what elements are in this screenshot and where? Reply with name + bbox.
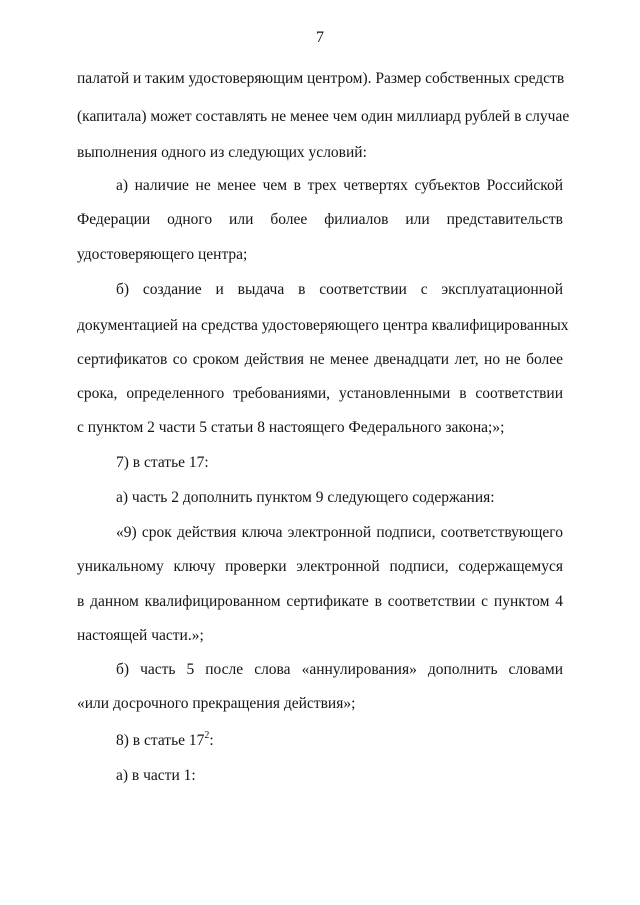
paragraph-6-line-1: «9) срок действия ключа электронной подписи, соответствующего xyxy=(116,524,563,541)
paragraph-2-line-2: Федерации одного или более филиалов или представительств xyxy=(77,211,563,228)
paragraph-7-line-1: б) часть 5 после слова «аннулирования» дополнить словами xyxy=(116,661,563,678)
paragraph-6-line-3: в данном квалифицированном сертификате в соответствии с пунктом 4 xyxy=(77,593,563,610)
paragraph-1-line-3: выполнения одного из следующих условий: xyxy=(77,144,367,161)
paragraph-8-line-1 xyxy=(116,731,214,751)
paragraph-3-line-1: б) создание и выдача в соответствии с эксплуатационной xyxy=(116,281,563,298)
paragraph-8-suffix: : xyxy=(209,732,214,749)
paragraph-1-line-1: палатой и таким удостоверяющим центром). Размер собственных средств xyxy=(77,70,565,87)
paragraph-3-line-2: документацией на средства удостоверяющего центра квалифицированных xyxy=(77,317,569,334)
paragraph-8-text: 8) в статье 17 xyxy=(116,732,205,749)
paragraph-2-line-3: удостоверяющего центра; xyxy=(77,246,248,263)
page-number: 7 xyxy=(316,29,324,46)
paragraph-3-line-3: сертификатов со сроком действия не менее двенадцати лет, но не более xyxy=(77,351,563,368)
paragraph-6-line-4: настоящей части.»; xyxy=(77,627,204,644)
paragraph-5-line-1: а) часть 2 дополнить пунктом 9 следующего содержания: xyxy=(116,489,495,506)
paragraph-7-line-2: «или досрочного прекращения действия»; xyxy=(77,695,356,712)
paragraph-9-line-1: а) в части 1: xyxy=(116,767,196,784)
paragraph-8-superscript: 2 xyxy=(204,729,210,741)
paragraph-2-line-1: а) наличие не менее чем в трех четвертях субъектов Российской xyxy=(116,177,563,194)
paragraph-1-line-2: (капитала) может составлять не менее чем один миллиард рублей в случае xyxy=(77,108,570,125)
paragraph-4-line-1: 7) в статье 17: xyxy=(116,454,209,471)
paragraph-3-line-4: срока, определенного требованиями, установленными в соответствии xyxy=(77,385,563,402)
paragraph-3-line-5: с пунктом 2 части 5 статьи 8 настоящего Федерального закона;»; xyxy=(77,419,505,436)
paragraph-6-line-2: уникальному ключу проверки электронной подписи, содержащемуся xyxy=(77,558,563,575)
